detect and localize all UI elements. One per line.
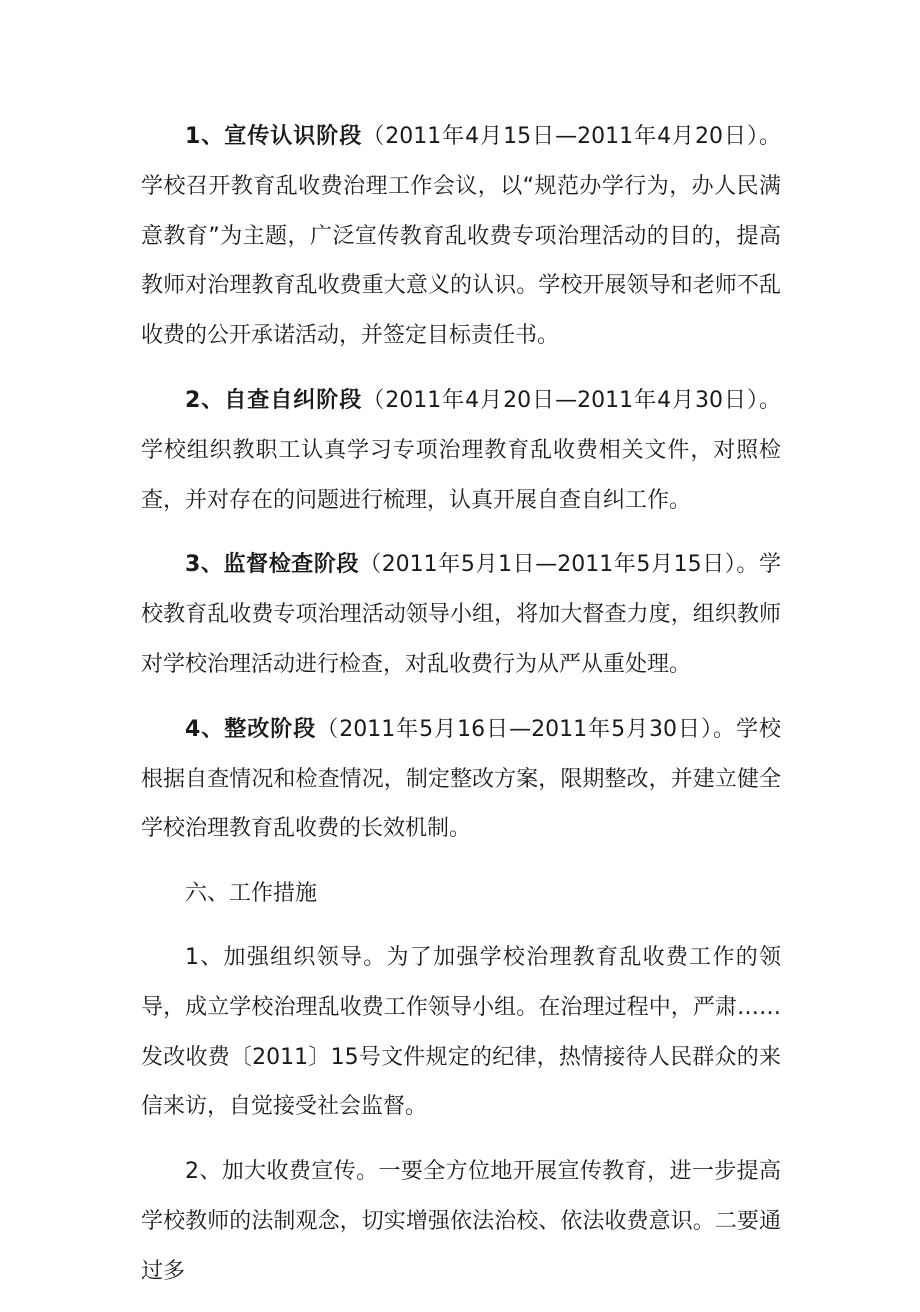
stage-title-3: 3、监督检查阶段: [185, 552, 360, 578]
section-heading: 六、工作措施: [185, 881, 318, 907]
stage-text-2: （2011年4月20日—2011年4月30日）。学校组织教职工认真学习专项治理教育乱收费相关文件，对照检查，并对存在的问题进行梳理，认真开展自查自纠工作。: [141, 387, 781, 513]
stage-title-4: 4、整改阶段: [185, 716, 317, 742]
stage-paragraph-1: [141, 112, 781, 361]
document-body: [141, 112, 781, 1312]
stage-paragraph-3: [141, 540, 781, 689]
stage-title-1: 1、宣传认识阶段: [185, 124, 363, 149]
stage-text-1: （2011年4月15日—2011年4月20日）。学校召开教育乱收费治理工作会议，以“规范办学行为，办人民满意教育”为主题，广泛宣传教育乱收费专项治理活动的目的，提高教师对治理教育乱收费重大意义的认识。学校开展领导和老师不乱收费的公开承诺活动，并签定目标责任书。: [141, 124, 781, 349]
measure-paragraph-1: 1、加强组织领导。为了加强学校治理教育乱收费工作的领导，成立学校治理乱收费工作领导小组。在治理过程中，严肃……发改收费〔2011〕15号文件规定的纪律，热情接待人民群众的来信来访，自觉接受社会监督。: [141, 944, 781, 1120]
stage-text-3: （2011年5月1日—2011年5月15日）。学校教育乱收费专项治理活动领导小组，将加大督查力度，组织教师对学校治理活动进行检查，对乱收费行为从严从重处理。: [141, 552, 782, 677]
stage-paragraph-4: [141, 705, 781, 854]
measure-paragraph-2: 2、加大收费宣传。一要全方位地开展宣传教育，进一步提高学校教师的法制观念，切实增强依法治校、依法收费意识。二要通过多: [141, 1159, 781, 1284]
stage-title-2: 2、自查自纠阶段: [185, 387, 363, 413]
stage-paragraph-2: [141, 376, 781, 525]
stage-text-4: （2011年5月16日—2011年5月30日）。学校根据自查情况和检查情况，制定整改方案，限期整改，并建立健全学校治理教育乱收费的长效机制。: [141, 716, 781, 842]
